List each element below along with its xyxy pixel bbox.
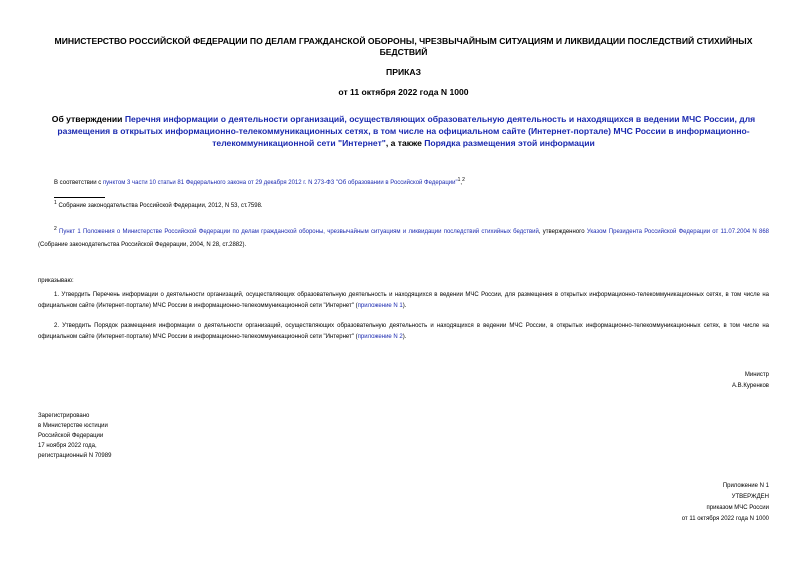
- footnote-2-mid: , утвержденного: [538, 229, 587, 235]
- appendix-order-date: от 11 октября 2022 года N 1000: [681, 516, 769, 522]
- order-item-2-text: 2. Утвердить Порядок размещения информации о деятельности организаций, осуществляющих образовательную деятельность и находящихся в ведении МЧС России, в открытых информационно-телекоммуникационных сетях, в том числе на официальном сайте (Интернет-портале) МЧС России в информационно-телекоммуникационной сети "Интернет" (: [38, 323, 769, 340]
- signer-name: А.В.Куренков: [732, 383, 769, 389]
- registration-date: 17 ноября 2022 года,: [38, 443, 97, 449]
- decree-link[interactable]: Указом Президента Российской Федерации от 11.07.2004 N 868: [586, 229, 770, 235]
- signature-block: [732, 370, 769, 392]
- registration-line: Российской Федерации: [38, 433, 104, 439]
- registration-number: регистрационный N 70989: [38, 453, 112, 459]
- legal-basis: В соответствии с пунктом 3 части 10 статьи 81 Федерального закона от 29 декабря 2012 г. N 273-ФЗ "Об образовании в Российской Федерации"$^1$,$^2$: [54, 177, 465, 186]
- basis-prefix: В соответствии с: [54, 180, 103, 186]
- appendix-approved: УТВЕРЖДЕН: [731, 494, 769, 500]
- procedure-link[interactable]: Порядка размещения этой информации: [424, 138, 595, 148]
- regulation-link[interactable]: Пункт 1 Положения о Министерстве Российской Федерации по делам гражданской обороны, чрезвычайным ситуациям и ликвидации последствий стихийных бедствий: [56, 229, 539, 235]
- footnote-2-tail: (Собрание законодательства Российской Федерации, 2004, N 28, ст.2882).: [38, 242, 247, 248]
- list-link[interactable]: Перечня информации о деятельности организаций, осуществляющих образовательную деятельность и находящихся в ведении МЧС России, для размещения в открытых информационно-телекоммуникационных сетях, в том числе на официальном сайте (Интернет-портале) МЧС России в информационно-телекоммуникационной сети "Интернет": [57, 114, 756, 148]
- signer-position: Министр: [744, 372, 769, 378]
- order-item-1: [38, 290, 769, 312]
- registration-block: [38, 411, 111, 461]
- footnote-separator: [54, 197, 105, 198]
- appendix-number: Приложение N 1: [722, 483, 769, 489]
- appendix-header: [682, 481, 769, 525]
- footnote-1-text: Собрание законодательства Российской Федерации, 2012, N 53, ст.7598.: [56, 203, 263, 209]
- order-item-1-end: ).: [402, 303, 407, 309]
- document-subject: [38, 113, 769, 149]
- footnote-1-marker: 1: [54, 200, 57, 206]
- registration-line: в Министерстве юстиции: [38, 423, 108, 429]
- subject-prefix: Об утверждении: [51, 114, 125, 124]
- appendix-1-link[interactable]: приложение N 1: [357, 303, 403, 309]
- ministry-heading: МИНИСТЕРСТВО РОССИЙСКОЙ ФЕДЕРАЦИИ ПО ДЕЛАМ ГРАЖДАНСКОЙ ОБОРОНЫ, ЧРЕЗВЫЧАЙНЫМ СИТУАЦИЯМ И ЛИКВИДАЦИИ ПОСЛЕДСТВИЙ СТИХИЙНЫХ БЕДСТВИЙ: [54, 36, 753, 57]
- order-item-1-text: 1. Утвердить Перечень информации о деятельности организаций, осуществляющих образовательную деятельность и находящихся в ведении МЧС России, для размещения в открытых информационно-телекоммуникационных сетях, в том числе на официальном сайте (Интернет-портале) МЧС России в информационно-телекоммуникационной сети "Интернет" (: [38, 292, 769, 309]
- footnote-marker-2[interactable]: 2: [462, 177, 465, 183]
- order-item-2-end: ).: [402, 334, 407, 340]
- footnote-marker-1[interactable]: 1: [457, 177, 461, 183]
- subject-middle: , а также: [385, 138, 425, 148]
- footnote-1: [54, 200, 769, 209]
- registration-line: Зарегистрировано: [38, 413, 90, 419]
- doc-date: от 11 октября 2022 года N 1000: [338, 87, 469, 97]
- doc-type-heading: ПРИКАЗ: [386, 67, 421, 77]
- footnote-2-marker: 2: [54, 226, 57, 232]
- footnote-2: [38, 223, 769, 252]
- orders-label: приказываю:: [38, 278, 74, 284]
- order-item-2: [38, 321, 769, 343]
- appendix-2-link[interactable]: приложение N 2: [357, 334, 403, 340]
- law-link[interactable]: пунктом 3 части 10 статьи 81 Федерального закона от 29 декабря 2012 г. N 273-ФЗ "Об образовании в Российской Федерации": [102, 180, 458, 186]
- appendix-by-order: приказом МЧС России: [706, 505, 769, 511]
